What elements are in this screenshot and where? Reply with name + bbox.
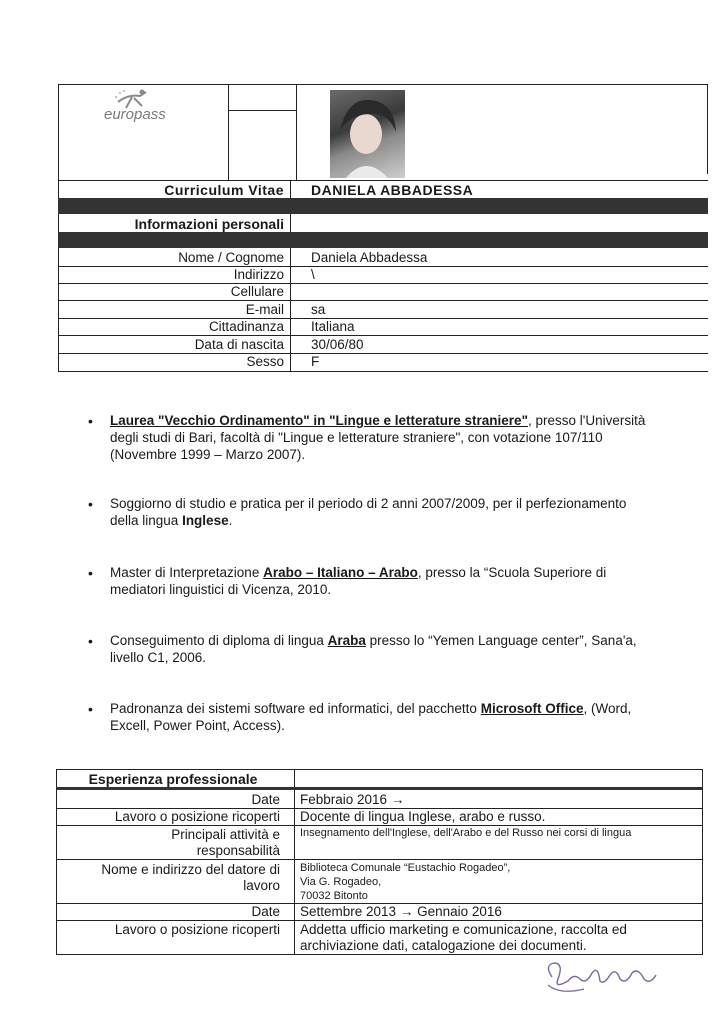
personal-value-birthdate: 30/06/80 bbox=[311, 337, 364, 352]
diploma-details: presso lo “Yemen Language center”, Sana'a, livello C1, 2006. bbox=[110, 633, 637, 665]
exp2-role-value-line2: archiviazione dati, catalogazione dei documenti. bbox=[300, 938, 587, 953]
exp1-activities-label-line2: responsabilità bbox=[196, 843, 280, 858]
personal-label-address: Indirizzo bbox=[233, 267, 284, 282]
exp1-employer-line2: Via G. Rogadeo, bbox=[300, 876, 382, 888]
personal-label-sex: Sesso bbox=[246, 354, 284, 369]
software-suite: Microsoft Office bbox=[480, 701, 584, 716]
personal-label-name: Nome / Cognome bbox=[178, 250, 284, 265]
personal-info-heading: Informazioni personali bbox=[134, 216, 284, 232]
exp1-employer-line1: Biblioteca Comunale “Eustachio Rogadeo”, bbox=[300, 862, 511, 874]
bullet-icon: • bbox=[88, 496, 93, 512]
europass-logo bbox=[98, 88, 208, 128]
personal-value-email: sa bbox=[311, 302, 326, 317]
education-item-3 bbox=[110, 564, 650, 598]
profile-photo bbox=[330, 90, 405, 178]
experience-heading: Esperienza professionale bbox=[88, 771, 258, 787]
degree-details: , presso l'Università degli studi di Bari, facoltà di "Lingue e letterature straniere", con votazione 107/110 (Novembre 1999 – Marzo 2007). bbox=[110, 413, 646, 462]
exp1-activities-label-line1: Principali attività e bbox=[171, 827, 280, 842]
handwritten-signature bbox=[540, 955, 660, 997]
cv-label: Curriculum Vitae bbox=[164, 182, 284, 198]
exp1-role-label: Lavoro o posizione ricoperti bbox=[114, 809, 280, 824]
europass-logo-text: europass bbox=[104, 106, 166, 123]
personal-label-email: E-mail bbox=[245, 302, 284, 317]
diploma-language: Araba bbox=[327, 633, 366, 648]
study-stay-end: . bbox=[228, 513, 233, 528]
software-text: Padronanza dei sistemi software ed informatici, del pacchetto bbox=[110, 701, 481, 716]
software-details: , (Word, Excell, Power Point, Access). bbox=[110, 701, 632, 733]
education-item-5 bbox=[110, 700, 650, 734]
education-item-1 bbox=[110, 412, 650, 463]
personal-value-name: Daniela Abbadessa bbox=[311, 250, 428, 265]
master-details: , presso la “Scuola Superiore di mediatori linguistici di Vicenza, 2010. bbox=[110, 565, 607, 597]
exp2-role-value-line1: Addetta ufficio marketing e comunicazione, raccolta ed bbox=[300, 922, 627, 937]
bullet-icon: • bbox=[88, 565, 93, 581]
exp1-employer-label-line1: Nome e indirizzo del datore di bbox=[101, 862, 280, 877]
master-languages: Arabo – Italiano – Arabo bbox=[263, 565, 418, 580]
cv-name-title: DANIELA ABBADESSA bbox=[311, 182, 474, 198]
exp1-role-value: Docente di lingua Inglese, arabo e russo. bbox=[300, 809, 546, 824]
bullet-icon: • bbox=[88, 413, 93, 429]
exp1-employer-line3: 70032 Bitonto bbox=[300, 890, 368, 902]
exp1-date-label: Date bbox=[251, 792, 280, 807]
personal-label-birthdate: Data di nascita bbox=[194, 337, 284, 352]
degree-text: Laurea "Vecchio Ordinamento" in "Lingue e letterature straniere" bbox=[110, 413, 528, 428]
exp1-activities-value: Insegnamento dell'Inglese, dell'Arabo e del Russo nei corsi di lingua bbox=[300, 827, 632, 839]
exp1-employer-label-line2: lavoro bbox=[243, 878, 280, 893]
study-stay-text: Soggiorno di studio e pratica per il periodo di 2 anni 2007/2009, per il perfezionamento della lingua bbox=[110, 496, 627, 528]
exp2-date-value: Settembre 2013 → Gennaio 2016 bbox=[300, 904, 502, 919]
exp2-date-label: Date bbox=[251, 904, 280, 919]
bullet-icon: • bbox=[88, 701, 93, 717]
personal-label-citizenship: Cittadinanza bbox=[208, 319, 284, 334]
personal-value-address: \ bbox=[311, 267, 315, 282]
study-stay-language: Inglese bbox=[182, 513, 229, 528]
bullet-icon: • bbox=[88, 633, 93, 649]
exp2-role-label: Lavoro o posizione ricoperti bbox=[114, 922, 280, 937]
exp1-date-value: Febbraio 2016 → bbox=[300, 792, 405, 807]
diploma-text: Conseguimento di diploma di lingua bbox=[110, 633, 328, 648]
education-item-4 bbox=[110, 632, 650, 666]
personal-label-mobile: Cellulare bbox=[230, 284, 284, 299]
education-item-2 bbox=[110, 495, 650, 529]
personal-value-sex: F bbox=[311, 354, 320, 369]
personal-value-citizenship: Italiana bbox=[311, 319, 355, 334]
master-text: Master di Interpretazione bbox=[110, 565, 264, 580]
